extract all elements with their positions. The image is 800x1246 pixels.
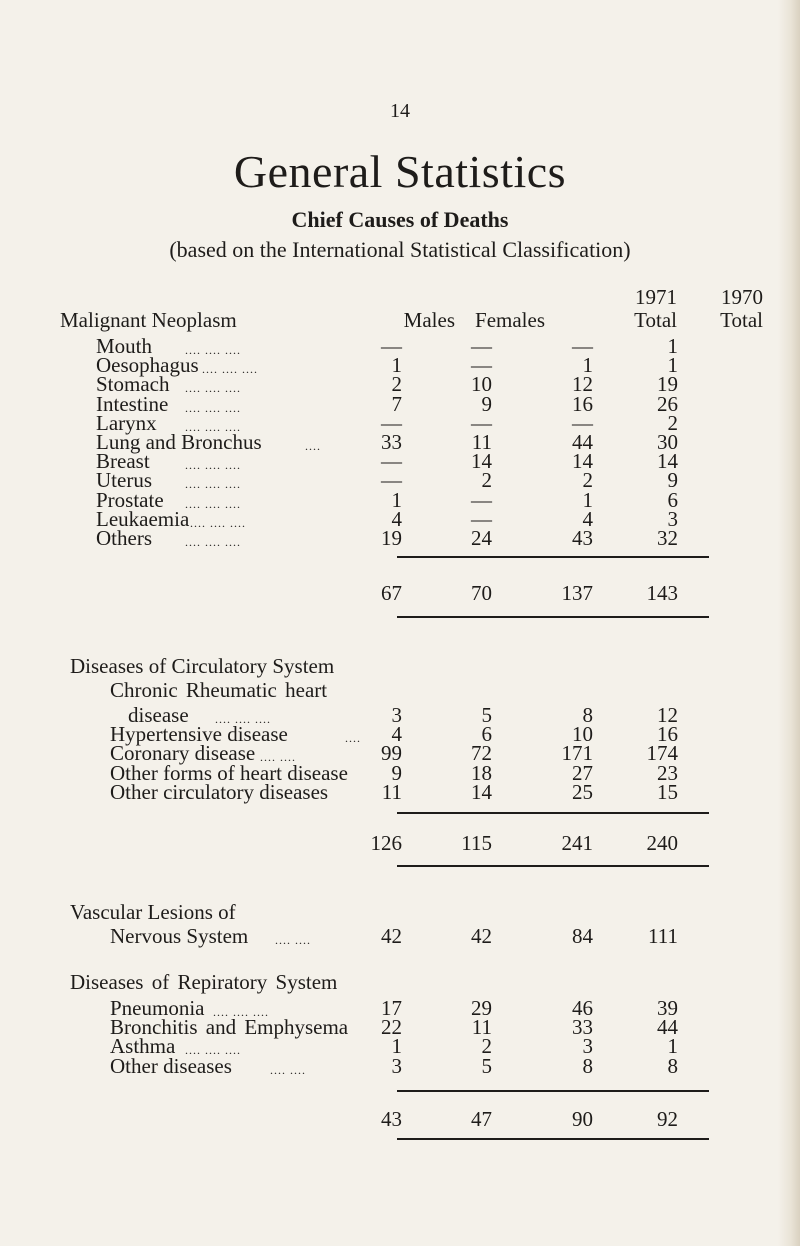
table-row	[0, 525, 800, 551]
row-label: Prostate	[96, 487, 164, 512]
leader-dots: ....	[345, 731, 361, 746]
cell-total-1971: 8	[582, 703, 593, 727]
cell-total-1971: 84	[572, 924, 593, 948]
col-year-1970: 1970	[721, 285, 763, 309]
cell-total-1970: 111	[648, 924, 678, 948]
cell-total-1970: 6	[667, 487, 678, 512]
row-label: Leukaemia	[96, 506, 190, 531]
cell-females: 5	[481, 1053, 492, 1078]
cell-total-1971: 27	[572, 760, 593, 785]
row-label: Breast	[96, 449, 150, 474]
cell-total-1970: 30	[657, 430, 678, 454]
cell-total-1970: 174	[646, 741, 678, 766]
row-label: Coronary disease	[110, 741, 256, 766]
cell-total-1971: 44	[572, 430, 593, 454]
cell-males: —	[381, 410, 402, 435]
cell-males: 2	[391, 372, 402, 397]
leader-dots: ....	[305, 439, 321, 453]
cell-males: 19	[381, 526, 402, 550]
row-label: Others	[96, 526, 152, 550]
cell-females: 9	[481, 391, 492, 416]
cell-males: 7	[391, 391, 402, 416]
row-label: disease	[128, 703, 189, 727]
cell-total-1970: 15	[657, 779, 678, 804]
leader-dots: .... .... ....	[202, 362, 258, 377]
cell-total-1970: 9	[667, 468, 678, 493]
table-row	[0, 779, 800, 805]
cell-total-1970: 23	[657, 760, 678, 785]
cell-total-1970: 1	[667, 334, 678, 358]
row-label: Chronic Rheumatic heart	[110, 678, 328, 702]
cell-males: 4	[391, 506, 402, 531]
leader-dots: .... .... ....	[185, 458, 241, 473]
page-number: 14	[390, 100, 410, 122]
cell-total-1970: 143	[646, 581, 678, 605]
leader-dots: .... .... ....	[185, 535, 241, 549]
cell-females: 14	[471, 449, 492, 474]
cell-males: 1	[391, 1034, 402, 1059]
cell-males: 11	[381, 779, 402, 804]
cell-males: 33	[381, 430, 402, 454]
cell-total-1970: 8	[667, 1053, 678, 1078]
total-row	[0, 830, 800, 856]
cell-females: —	[471, 334, 492, 358]
cell-total-1971: 1	[582, 487, 593, 512]
cell-females: 5	[481, 703, 492, 727]
row-label: Uterus	[96, 468, 152, 493]
leader-dots: .... .... ....	[213, 1005, 269, 1019]
cell-total-1970: 12	[657, 703, 678, 727]
cell-males: 3	[391, 1053, 402, 1078]
cell-females: 11	[471, 1015, 492, 1040]
total-rule	[397, 556, 709, 558]
cell-males: 126	[370, 831, 402, 855]
leader-dots: .... .... ....	[185, 477, 241, 492]
section-heading-vascular: Vascular Lesions of	[70, 900, 236, 924]
cell-males: —	[381, 449, 402, 474]
row-label: Larynx	[96, 410, 157, 435]
cell-total-1971: —	[572, 410, 593, 435]
leader-dots: .... .... ....	[185, 496, 241, 511]
cell-total-1970: 92	[657, 1107, 678, 1131]
cell-total-1970: 240	[646, 831, 678, 855]
cell-males: 4	[391, 722, 402, 747]
total-rule	[397, 1090, 709, 1092]
cell-total-1971: 46	[572, 996, 593, 1020]
total-rule	[397, 812, 709, 814]
cell-males: 3	[391, 703, 402, 727]
cell-females: 42	[471, 924, 492, 948]
cell-females: 29	[471, 996, 492, 1020]
cell-total-1971: 25	[572, 779, 593, 804]
cell-females: 47	[471, 1107, 492, 1131]
table-row	[0, 1053, 800, 1079]
col-males: Males	[403, 308, 455, 332]
cell-males: 99	[381, 741, 402, 766]
table-subtitle: (based on the International Statistical Classification)	[169, 237, 631, 262]
table-row	[0, 923, 800, 949]
cell-total-1971: 16	[572, 391, 593, 416]
table-title: Chief Causes of Deaths	[291, 207, 509, 232]
cell-females: —	[471, 410, 492, 435]
row-label: Asthma	[110, 1034, 176, 1059]
cell-males: 17	[381, 996, 402, 1020]
cell-males: 43	[381, 1107, 402, 1131]
cell-females: 11	[471, 430, 492, 454]
row-label: Hypertensive disease	[110, 722, 288, 747]
cell-total-1971: 1	[582, 353, 593, 378]
cell-total-1970: 44	[657, 1015, 678, 1040]
cell-total-1971: 171	[561, 741, 593, 766]
row-label: Nervous System	[110, 924, 249, 948]
cell-females: 2	[481, 468, 492, 493]
row-label: Bronchitis and Emphysema	[110, 1015, 349, 1040]
cell-total-1971: 3	[582, 1034, 593, 1059]
cell-males: 1	[391, 353, 402, 378]
cell-females: —	[471, 353, 492, 378]
leader-dots: .... .... ....	[185, 343, 241, 357]
total-rule	[397, 1138, 709, 1140]
cell-females: 18	[471, 760, 492, 785]
cell-males: 67	[381, 581, 402, 605]
cell-total-1970: 32	[657, 526, 678, 550]
cell-total-1971: 12	[572, 372, 593, 397]
leader-dots: .... .... ....	[185, 400, 241, 415]
row-label: Lung and Bronchus	[96, 430, 262, 454]
section-heading-respiratory: Diseases of Repiratory System	[70, 970, 338, 994]
leader-dots: .... ....	[260, 750, 296, 765]
cell-total-1971: 14	[572, 449, 593, 474]
cell-total-1971: 90	[572, 1107, 593, 1131]
cell-total-1971: 4	[582, 506, 593, 531]
cell-females: 10	[471, 372, 492, 397]
leader-dots: .... ....	[270, 1062, 306, 1077]
cell-total-1971: 8	[582, 1053, 593, 1078]
section-heading-neoplasm: Malignant Neoplasm	[60, 308, 237, 332]
cell-total-1970: 39	[657, 996, 678, 1020]
cell-total-1971: 137	[561, 581, 593, 605]
cell-total-1971: 2	[582, 468, 593, 493]
row-label: Oesophagus	[96, 353, 199, 378]
cell-total-1970: 3	[667, 506, 678, 531]
leader-dots: .... .... ....	[185, 419, 241, 434]
cell-males: —	[381, 334, 402, 358]
leader-dots: .... .... ....	[190, 515, 246, 530]
row-label: Stomach	[96, 372, 170, 397]
cell-total-1971: 10	[572, 722, 593, 747]
row-label: Mouth	[96, 334, 153, 358]
cell-total-1970: 19	[657, 372, 678, 397]
leader-dots: .... ....	[275, 933, 311, 947]
cell-males: 22	[381, 1015, 402, 1040]
cell-total-1971: 43	[572, 526, 593, 550]
row-label: Other diseases	[110, 1053, 232, 1078]
cell-total-1971: 241	[561, 831, 593, 855]
page-title: General Statistics	[233, 146, 567, 197]
cell-total-1970: 16	[657, 722, 678, 747]
cell-females: —	[471, 487, 492, 512]
cell-total-1971: —	[572, 334, 593, 358]
cell-males: —	[381, 468, 402, 493]
leader-dots: .... .... ....	[185, 381, 241, 396]
cell-females: 24	[471, 526, 492, 550]
cell-females: —	[471, 506, 492, 531]
col-females: Females	[475, 308, 545, 332]
cell-total-1970: 1	[667, 353, 678, 378]
cell-females: 2	[481, 1034, 492, 1059]
cell-females: 72	[471, 741, 492, 766]
cell-total-1970: 26	[657, 391, 678, 416]
row-label: Pneumonia	[110, 996, 205, 1020]
section-heading-circulatory: Diseases of Circulatory System	[70, 654, 335, 678]
cell-males: 1	[391, 487, 402, 512]
cell-total-1970: 14	[657, 449, 678, 474]
row-label: Intestine	[96, 391, 169, 416]
cell-total-1970: 2	[667, 410, 678, 435]
cell-total-1971: 33	[572, 1015, 593, 1040]
row-label: Other circulatory diseases	[110, 779, 329, 804]
leader-dots: .... .... ....	[215, 712, 271, 726]
col-total-1971: Total	[634, 308, 677, 332]
cell-total-1970: 1	[667, 1034, 678, 1059]
cell-females: 14	[471, 779, 492, 804]
cell-females: 70	[471, 581, 492, 605]
col-year-1971: 1971	[635, 285, 677, 309]
cell-females: 6	[481, 722, 492, 747]
cell-males: 9	[391, 760, 402, 785]
cell-females: 115	[461, 831, 492, 855]
total-row	[0, 1106, 800, 1132]
total-row	[0, 580, 800, 606]
total-rule	[397, 865, 709, 867]
leader-dots: .... .... ....	[185, 1043, 241, 1058]
col-total-1970: Total	[720, 308, 763, 332]
row-label: Other forms of heart disease	[110, 760, 348, 785]
total-rule	[397, 616, 709, 618]
cell-males: 42	[381, 924, 402, 948]
